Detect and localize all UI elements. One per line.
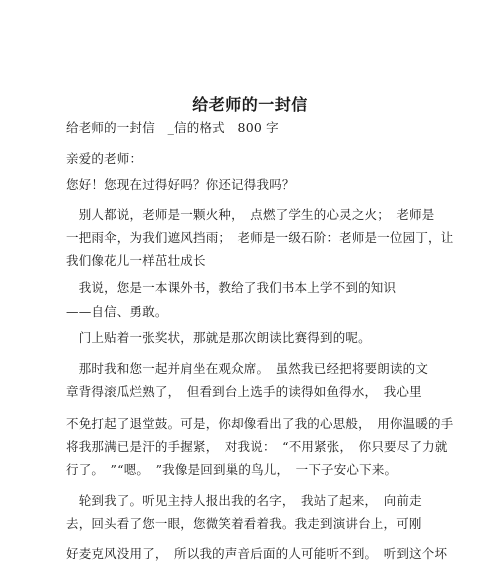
paragraph-line: 我说，您是一本课外书，教给了我们书本上学不到的知识 [66,280,397,295]
paragraph-line: 别人都说，老师是一颗火种， 点燃了学生的心灵之火； 老师是 [66,207,435,222]
paragraph-line: 章背得滚瓜烂熟了， 但看到台上选手的读得如鱼得水， 我心里 [66,384,422,399]
document-subtitle: 给老师的一封信 _信的格式 800 字 [66,120,279,135]
paragraph-line: 一把雨伞，为我们遮风挡雨； 老师是一级石阶：老师是一位园丁，让 [66,230,454,245]
paragraph-line: 不免打起了退堂鼓。可是，你却像看出了我的心思般， 用你温暖的手 [66,416,454,431]
paragraph-line: 那时我和您一起并肩坐在观众席。 虽然我已经把将要朗读的文 [66,361,429,376]
document-title: 给老师的一封信 [192,95,308,114]
paragraph-line: ——自信、勇敢。 [66,304,168,319]
paragraph-line: 门上贴着一张奖状，那就是那次朗读比赛得到的呢。 [66,330,371,345]
paragraph-line: 将我那满已是汗的手握紧， 对我说： “不用紧张， 你只要尽了力就 [66,439,448,454]
paragraph-line: 我们像花儿一样茁壮成长 [66,253,206,268]
paragraph-line: 去，回头看了您一眼，您微笑着看着我。我走到演讲台上，可刚 [66,516,422,531]
greeting-line: 您好！您现在过得好吗？你还记得我吗？ [66,177,295,192]
salutation: 亲爱的老师： [66,151,143,166]
paragraph-line: 好麦克风没用了， 所以我的声音后面的人可能听不到。 听到这个坏 [66,546,448,561]
paragraph-line: 行了。 ”“嗯。 ”我像是回到巢的鸟儿， 一下子安心下来。 [66,462,398,477]
paragraph-line: 轮到我了。听见主持人报出我的名字， 我站了起来， 向前走 [66,493,422,508]
